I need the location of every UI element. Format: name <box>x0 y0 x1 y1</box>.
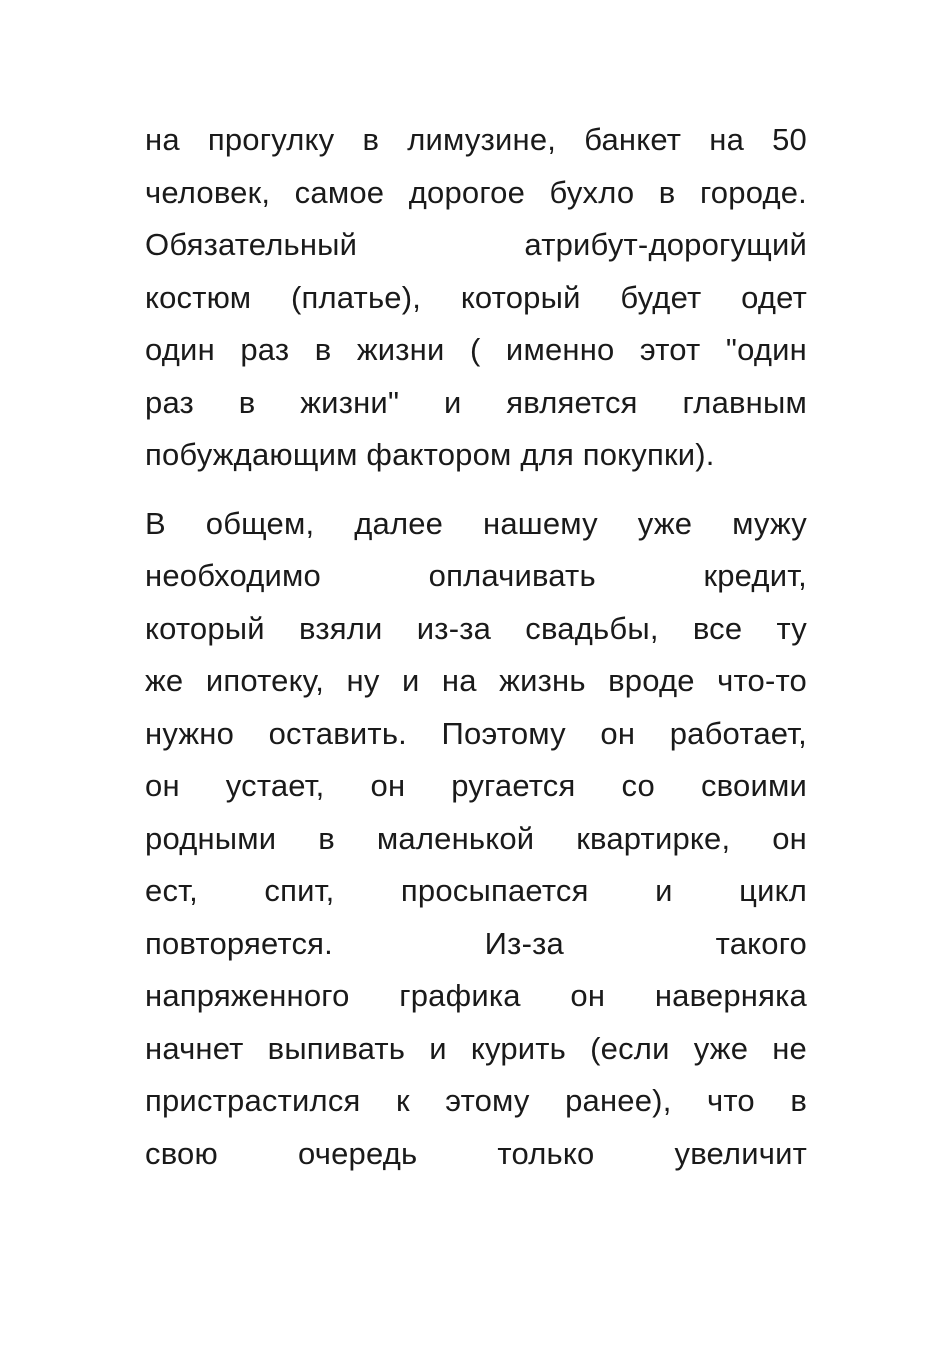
text-line: напряженного графика он наверняка <box>145 978 807 1013</box>
text-line: свою очередь только увеличит <box>145 1135 807 1171</box>
text-line: В общем, далее нашему уже мужу <box>145 505 807 541</box>
text-line: начнет выпивать и курить (если уже не <box>145 1030 807 1066</box>
text-line: Обязательный атрибут-дорогущий <box>145 227 807 262</box>
document-page <box>145 114 807 1180</box>
text-line: побуждающим фактором для покупки). <box>145 437 715 472</box>
text-line: на прогулку в лимузине, банкет на 50 <box>145 122 807 157</box>
text-line: нужно оставить. Поэтому он работает, <box>145 715 807 751</box>
text-line: родными в маленькой квартирке, он <box>145 820 807 856</box>
text-line: раз в жизни" и является главным <box>145 384 807 420</box>
paragraph-1 <box>145 114 807 482</box>
text-line: человек, самое дорогое бухло в городе. <box>145 174 807 210</box>
text-line: пристрастился к этому ранее), что в <box>145 1083 807 1118</box>
text-line: костюм (платье), который будет одет <box>145 279 807 315</box>
text-line: один раз в жизни ( именно этот "один <box>145 332 807 367</box>
text-line: он устает, он ругается со своими <box>145 768 807 803</box>
text-line: который взяли из-за свадьбы, все ту <box>145 610 807 646</box>
text-line: же ипотеку, ну и на жизнь вроде что-то <box>145 663 807 698</box>
text-line: необходимо оплачивать кредит, <box>145 558 807 593</box>
text-line: ест, спит, просыпается и цикл <box>145 873 807 908</box>
text-line: повторяется. Из-за такого <box>145 925 807 961</box>
paragraph-2 <box>145 498 807 1181</box>
